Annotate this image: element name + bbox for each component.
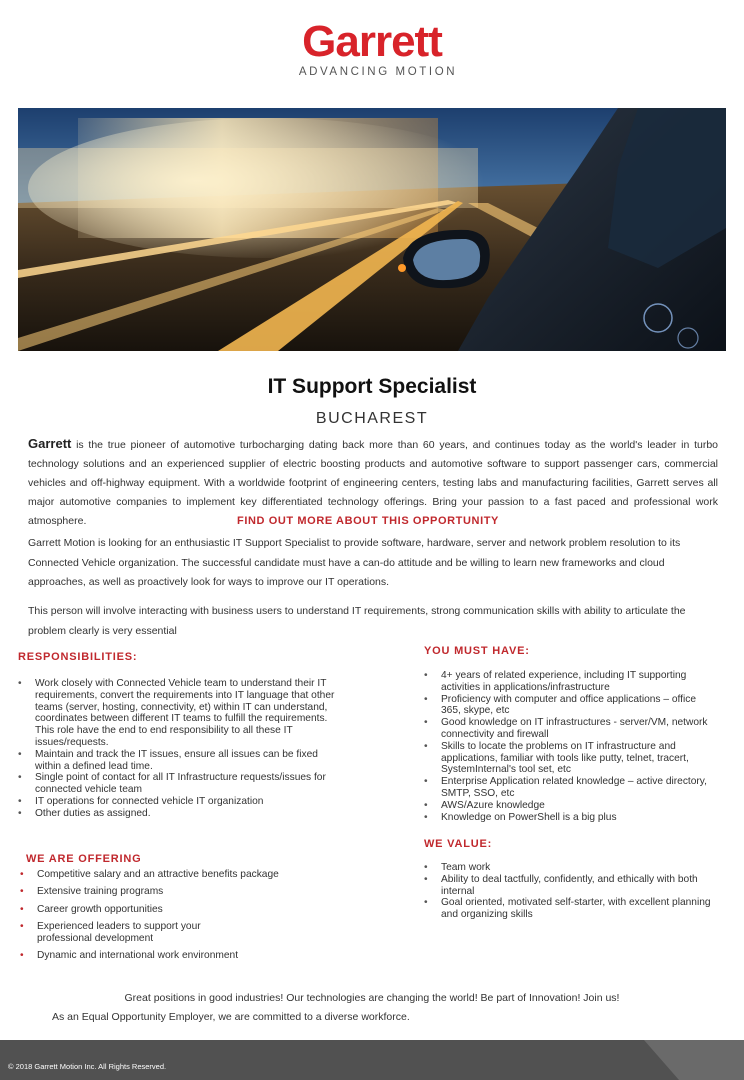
hero-image <box>18 108 726 351</box>
job-location: BUCHAREST <box>315 410 429 427</box>
opportunity-paragraph-2: This person will involve interacting with business users to understand IT requirements, strong communication skills with ability to articulate the problem clearly is very essential <box>28 605 686 637</box>
list-item: • Proficiency with computer and office applications – office 365, skype, etc <box>424 694 714 718</box>
list-item: • Work closely with Connected Vehicle team to understand their IT requirements, convert the requirements into IT language that other teams (server, hosting, connectivity, et) within IT can understand, coordinates between different IT teams to fulfill the requirements. This role have the end to end responsibility to all these IT issues/requests. <box>18 678 336 749</box>
job-title: IT Support Specialist <box>267 375 477 398</box>
offering-list <box>20 869 320 967</box>
list-item: • Experienced leaders to support your professional development <box>20 921 320 945</box>
list-item: • Ability to deal tactfully, confidently, and ethically with both internal <box>424 874 714 898</box>
must-have-list <box>424 670 714 823</box>
list-item: • Skills to locate the problems on IT infrastructure and applications, familiar with tools like putty, telnet, tracert, SystemInternal's tool set, etc <box>424 741 714 776</box>
list-item: • AWS/Azure knowledge <box>424 800 714 812</box>
list-item: • Knowledge on PowerShell is a big plus <box>424 812 714 824</box>
we-value-heading: WE VALUE: <box>424 838 493 850</box>
list-item: • Single point of contact for all IT Infrastructure requests/issues for connected vehicle team <box>18 772 336 796</box>
footer-bar <box>0 1040 744 1080</box>
list-item: • Good knowledge on IT infrastructures - server/VM, network connectivity and firewall <box>424 717 714 741</box>
logo-tagline: ADVANCING MOTION <box>298 66 458 78</box>
garrett-logo <box>0 18 744 79</box>
closing-tagline: Great positions in good industries! Our technologies are changing the world! Be part of Innovation! Join us! <box>124 992 620 1004</box>
list-item: • 4+ years of related experience, including IT supporting activities in applications/infrastructure <box>424 670 714 694</box>
footer-decoration <box>604 1040 744 1080</box>
must-have-heading: YOU MUST HAVE: <box>424 645 530 657</box>
responsibilities-list <box>18 678 336 820</box>
list-item: • Goal oriented, motivated self-starter, with excellent planning and organizing skills <box>424 897 714 921</box>
intro-text: is the true pioneer of automotive turbocharging dating back more than 60 years, and continues today as the world's leader in turbo technology solutions and an experienced supplier of electric boosting products and automotive software to support passenger cars, commercial vehicles and off-highway equipment. With a worldwide footprint of engineering centers, testing labs and manufacturing facilities, Garrett serves all major automotive companies to implement key differentiated technology offerings. Bring your passion to a fast paced and professional work atmosphere. <box>28 439 718 527</box>
list-item: • Career growth opportunities <box>20 904 320 916</box>
list-item: • Extensive training programs <box>20 886 320 898</box>
list-item: • Maintain and track the IT issues, ensure all issues can be fixed within a defined lead time. <box>18 749 336 773</box>
we-value-list <box>424 862 714 921</box>
offering-heading: WE ARE OFFERING <box>26 853 142 865</box>
list-item: • Enterprise Application related knowledge – active directory, SMTP, SSO, etc <box>424 776 714 800</box>
footer-copyright: © 2018 Garrett Motion Inc. All Rights Reserved. <box>8 1062 167 1071</box>
list-item: • Dynamic and international work environment <box>20 950 320 962</box>
list-item: • Other duties as assigned. <box>18 808 336 820</box>
responsibilities-heading: RESPONSIBILITIES: <box>18 651 138 663</box>
list-item: • Team work <box>424 862 714 874</box>
equal-opportunity-statement: As an Equal Opportunity Employer, we are committed to a diverse workforce. <box>52 1011 410 1023</box>
list-item: • Competitive salary and an attractive benefits package <box>20 869 320 881</box>
opportunity-paragraph-1: Garrett Motion is looking for an enthusiastic IT Support Specialist to provide software, hardware, server and network problem resolution to its Connected Vehicle organization. The successful candidate must have a can-do attitude and be willing to learn new frameworks and cloud approaches, as well as proactively look for ways to improve our IT operations. <box>28 537 681 588</box>
find-out-more-heading: FIND OUT MORE ABOUT THIS OPPORTUNITY <box>237 515 499 527</box>
hero-car-highway-illustration <box>18 108 726 351</box>
logo-wordmark: Garrett <box>302 17 442 66</box>
list-item: • IT operations for connected vehicle IT organization <box>18 796 336 808</box>
intro-brand-name: Garrett <box>28 436 72 451</box>
